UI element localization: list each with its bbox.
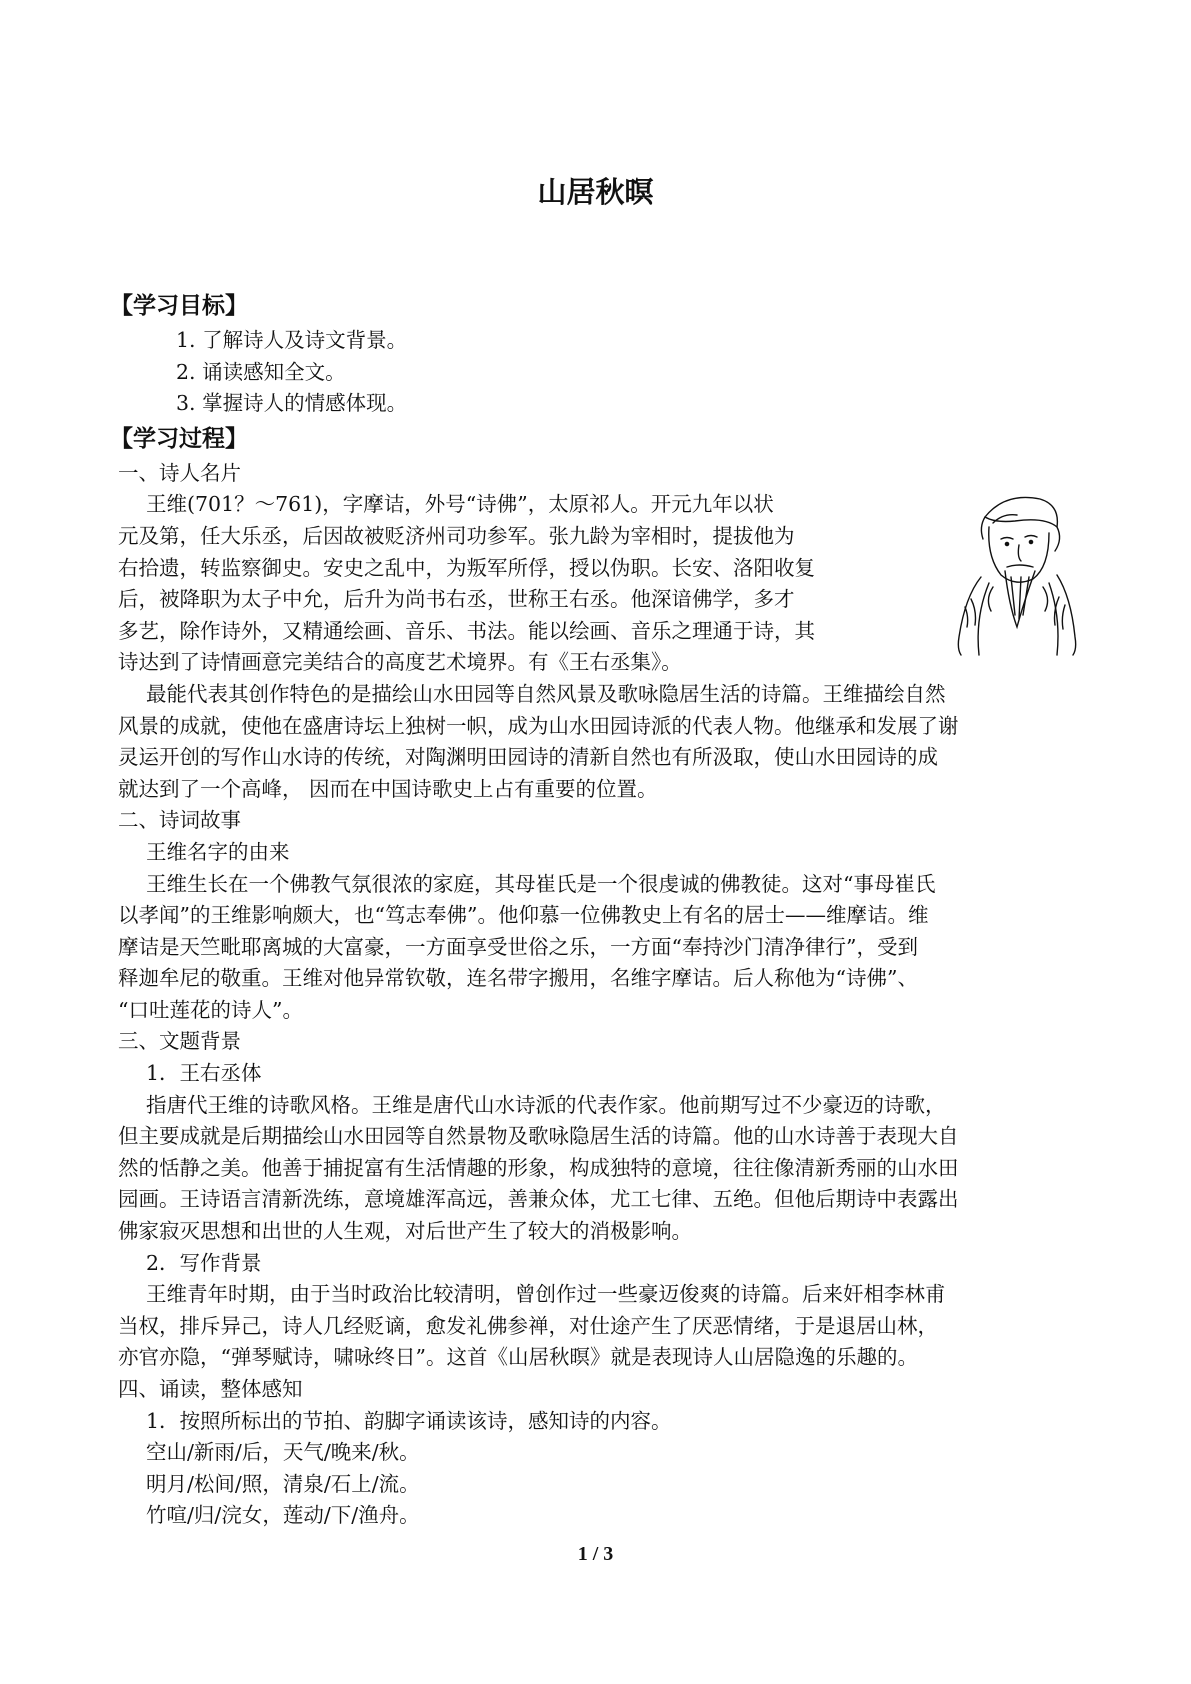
paragraph-line: “口吐莲花的诗人”。 bbox=[118, 997, 303, 1022]
paragraph-line: 风景的成就，使他在盛唐诗坛上独树一帜，成为山水田园诗派的代表人物。他继承和发展了谢 bbox=[118, 713, 959, 738]
section-heading: 二、诗词故事 bbox=[118, 808, 241, 833]
paragraph-line: 当权，排斥异己，诗人几经贬谪，愈发礼佛参禅，对仕途产生了厌恶情绪，于是退居山林， bbox=[118, 1313, 938, 1338]
paragraph-line: 但主要成就是后期描绘山水田园等自然景物及歌咏隐居生活的诗篇。他的山水诗善于表现大自 bbox=[118, 1124, 959, 1149]
subsection-title: 1．王右丞体 bbox=[146, 1061, 262, 1086]
paragraph-line: 佛家寂灭思想和出世的人生观，对后世产生了较大的消极影响。 bbox=[118, 1219, 692, 1244]
paragraph-line: 然的恬静之美。他善于捕捉富有生活情趣的形象，构成独特的意境，往往像清新秀丽的山水田 bbox=[118, 1155, 959, 1180]
bio-line: 诗达到了诗情画意完美结合的高度艺术境界。有《王右丞集》。 bbox=[118, 650, 682, 675]
paragraph-line: 摩诘是天竺毗耶离城的大富豪，一方面享受世俗之乐，一方面“奉持沙门清净律行”，受到 bbox=[118, 934, 918, 959]
process-heading: 【学习过程】 bbox=[110, 425, 248, 452]
paragraph-line: 王维青年时期，由于当时政治比较清明，曾创作过一些豪迈俊爽的诗篇。后来奸相李林甫 bbox=[146, 1282, 946, 1307]
section-heading: 四、诵读，整体感知 bbox=[118, 1377, 303, 1401]
objectives-heading: 【学习目标】 bbox=[110, 293, 248, 319]
paragraph-line: 释迦牟尼的敬重。王维对他异常钦敬，连名带字搬用，名维字摩诘。后人称他为“诗佛”、 bbox=[118, 966, 918, 991]
paragraph-line: 王维生长在一个佛教气氛很浓的家庭，其母崔氏是一个很虔诚的佛教徒。这对“事母崔氏 bbox=[146, 871, 936, 896]
objective-item: 1. 了解诗人及诗文背景。 bbox=[176, 328, 408, 352]
paragraph-line: 就达到了一个高峰， 因而在中国诗歌史上占有重要的位置。 bbox=[118, 776, 658, 801]
paragraph-line: 指唐代王维的诗歌风格。王维是唐代山水诗派的代表作家。他前期写过不少豪迈的诗歌， bbox=[146, 1092, 946, 1117]
page-number: 1 / 3 bbox=[577, 1543, 614, 1565]
section-heading: 三、文题背景 bbox=[118, 1029, 241, 1054]
bio-line: 后，被降职为太子中允，后升为尚书右丞，世称王右丞。他深谙佛学，多才 bbox=[118, 587, 795, 612]
subsection-title: 王维名字的由来 bbox=[146, 839, 290, 864]
reading-instruction: 1．按照所标出的节拍、韵脚字诵读该诗，感知诗的内容。 bbox=[146, 1408, 672, 1433]
paragraph-line: 最能代表其创作特色的是描绘山水田园等自然风景及歌咏隐居生活的诗篇。王维描绘自然 bbox=[146, 681, 946, 706]
bio-line: 王维(701？～761)，字摩诘，外号“诗佛”，太原祁人。开元九年以状 bbox=[146, 492, 774, 517]
poem-line: 空山/新雨/后，天气/晚来/秋。 bbox=[146, 1440, 420, 1465]
poem-line: 明月/松间/照，清泉/石上/流。 bbox=[146, 1471, 420, 1496]
page-title: 山居秋暝 bbox=[537, 175, 654, 209]
poem-line: 竹喧/归/浣女，莲动/下/渔舟。 bbox=[146, 1503, 420, 1528]
paragraph-line: 亦官亦隐，“弹琴赋诗，啸咏终日”。这首《山居秋暝》就是表现诗人山居隐逸的乐趣的。 bbox=[118, 1345, 918, 1370]
objective-item: 2. 诵读感知全文。 bbox=[176, 359, 346, 384]
bio-line: 元及第，任大乐丞，后因故被贬济州司功参军。张九龄为宰相时，提拔他为 bbox=[118, 523, 795, 548]
paragraph-line: 园画。王诗语言清新洗练，意境雄浑高远，善兼众体，尤工七律、五绝。但他后期诗中表露出 bbox=[118, 1187, 959, 1212]
bio-line: 右拾遗，转监察御史。安史之乱中，为叛军所俘，授以伪职。长安、洛阳收复 bbox=[118, 555, 815, 580]
subsection-title: 2．写作背景 bbox=[146, 1250, 262, 1275]
objective-item: 3. 掌握诗人的情感体现。 bbox=[176, 391, 408, 416]
paragraph-line: 灵运开创的写作山水诗的传统，对陶渊明田园诗的清新自然也有所汲取，使山水田园诗的成 bbox=[118, 745, 938, 770]
section-heading: 一、诗人名片 bbox=[118, 460, 241, 485]
paragraph-line: 以孝闻”的王维影响颇大，也“笃志奉佛”。他仰慕一位佛教史上有名的居士——维摩诘。维 bbox=[118, 903, 929, 928]
bio-line: 多艺，除作诗外，又精通绘画、音乐、书法。能以绘画、音乐之理通于诗，其 bbox=[118, 618, 815, 643]
document-body bbox=[110, 287, 1078, 1532]
